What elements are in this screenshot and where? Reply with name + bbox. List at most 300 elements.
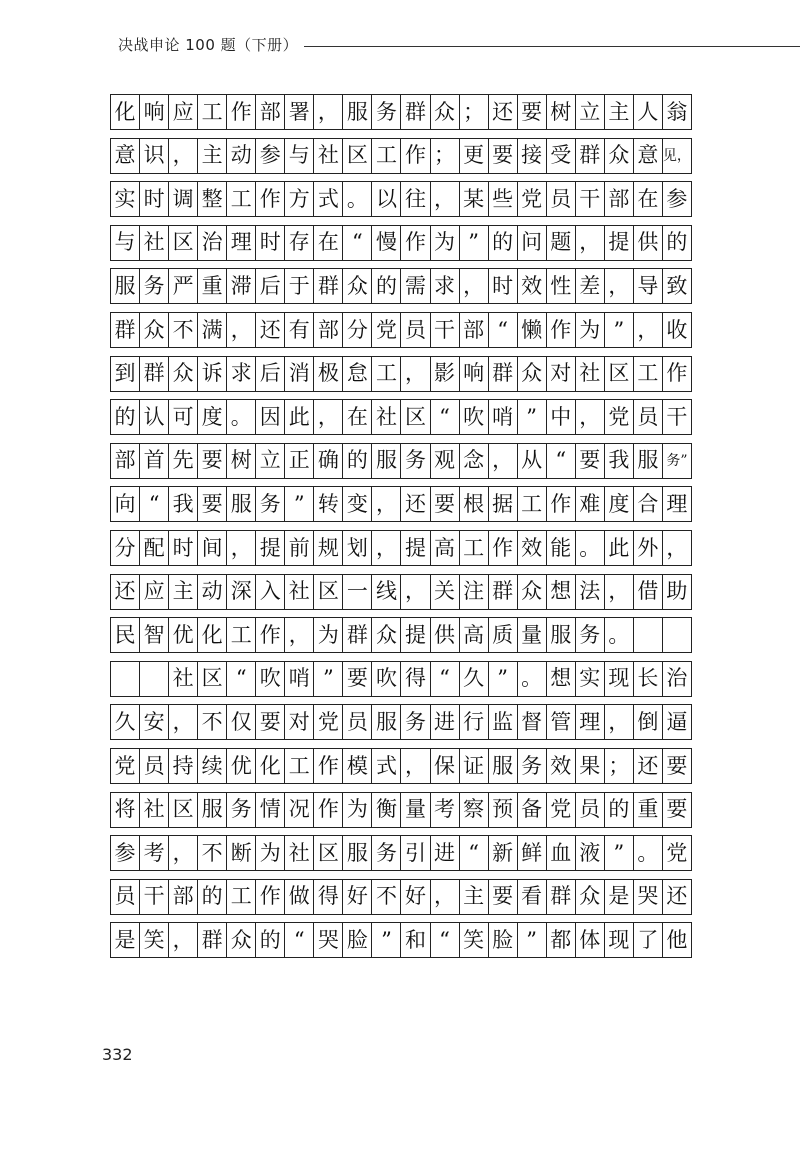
grid-row — [110, 661, 692, 697]
grid-cell: 进 — [431, 705, 460, 739]
grid-cell: 时 — [169, 531, 198, 565]
book-title: 决战申论 100 题（下册） — [118, 36, 299, 54]
grid-cell: 以 — [372, 182, 401, 216]
grid-cell: 是 — [111, 923, 140, 957]
grid-cell: 区 — [401, 400, 430, 434]
grid-cell: 为 — [343, 793, 372, 827]
grid-cell: 引 — [401, 836, 430, 870]
grid-cell: ， — [431, 182, 460, 216]
grid-cell: 主 — [605, 95, 634, 129]
grid-cell: 续 — [198, 749, 227, 783]
grid-cell: “ — [431, 923, 460, 957]
grid-cell: 高 — [460, 618, 489, 652]
grid-cell: 为 — [576, 313, 605, 347]
grid-cell: ； — [431, 139, 460, 173]
grid-cell: ， — [169, 139, 198, 173]
grid-cell: 还 — [111, 575, 140, 609]
grid-cell: 好 — [401, 880, 430, 914]
grid-cell: 考 — [431, 793, 460, 827]
grid-cell: 此 — [285, 400, 314, 434]
grid-cell: 干 — [663, 400, 692, 434]
grid-cell: 将 — [111, 793, 140, 827]
grid-cell: 转 — [314, 487, 343, 521]
grid-cell: 我 — [605, 444, 634, 478]
grid-cell: 液 — [576, 836, 605, 870]
grid-cell: 部 — [314, 313, 343, 347]
grid-cell: 务 — [140, 269, 169, 303]
grid-cell: 见， — [663, 139, 692, 173]
grid-cell: 务 — [372, 95, 401, 129]
grid-cell: 智 — [140, 618, 169, 652]
grid-row — [110, 879, 692, 915]
grid-cell: 因 — [256, 400, 285, 434]
grid-cell: 作 — [663, 357, 692, 391]
grid-cell: 务 — [256, 487, 285, 521]
grid-cell: 党 — [518, 182, 547, 216]
grid-cell: 群 — [547, 880, 576, 914]
grid-cell: ， — [372, 487, 401, 521]
grid-cell: 和 — [401, 923, 430, 957]
grid-cell: 应 — [140, 575, 169, 609]
grid-cell: 干 — [576, 182, 605, 216]
grid-cell: “ — [547, 444, 576, 478]
grid-cell: 调 — [169, 182, 198, 216]
grid-cell: 入 — [256, 575, 285, 609]
grid-cell: 笑 — [140, 923, 169, 957]
grid-cell: 可 — [169, 400, 198, 434]
grid-cell: 要 — [198, 487, 227, 521]
grid-cell: 式 — [372, 749, 401, 783]
grid-cell: ， — [634, 313, 663, 347]
grid-cell: 血 — [547, 836, 576, 870]
grid-cell: 我 — [169, 487, 198, 521]
grid-cell: 证 — [460, 749, 489, 783]
grid-cell: 社 — [140, 793, 169, 827]
grid-cell: 治 — [663, 662, 692, 696]
grid-cell: ” — [518, 923, 547, 957]
grid-cell: 间 — [198, 531, 227, 565]
grid-cell: 服 — [547, 618, 576, 652]
grid-cell: 提 — [401, 618, 430, 652]
grid-cell: 不 — [169, 313, 198, 347]
grid-cell: 持 — [169, 749, 198, 783]
grid-cell: “ — [343, 226, 372, 260]
grid-cell: 工 — [460, 531, 489, 565]
grid-cell: 为 — [314, 618, 343, 652]
grid-cell: 人 — [634, 95, 663, 129]
grid-cell: 群 — [401, 95, 430, 129]
grid-cell: 对 — [285, 705, 314, 739]
grid-cell: 务” — [663, 444, 692, 478]
grid-cell: 都 — [547, 923, 576, 957]
grid-cell: ” — [605, 836, 634, 870]
grid-cell: 更 — [460, 139, 489, 173]
grid-cell: 作 — [256, 618, 285, 652]
grid-cell: 识 — [140, 139, 169, 173]
grid-cell: 在 — [314, 226, 343, 260]
grid-cell: 注 — [460, 575, 489, 609]
grid-row — [110, 399, 692, 435]
grid-cell: 部 — [111, 444, 140, 478]
grid-cell: “ — [489, 313, 518, 347]
grid-cell: 考 — [140, 836, 169, 870]
grid-cell: ， — [576, 226, 605, 260]
grid-cell: ” — [460, 226, 489, 260]
grid-cell: 提 — [256, 531, 285, 565]
grid-cell: 是 — [605, 880, 634, 914]
grid-cell: 树 — [547, 95, 576, 129]
grid-cell: 社 — [372, 400, 401, 434]
grid-cell: 社 — [169, 662, 198, 696]
grid-cell: 参 — [256, 139, 285, 173]
grid-cell: 正 — [285, 444, 314, 478]
grid-cell: 效 — [518, 531, 547, 565]
grid-cell: 众 — [431, 95, 460, 129]
grid-row — [110, 443, 692, 479]
grid-cell: 的 — [663, 226, 692, 260]
grid-cell: 服 — [634, 444, 663, 478]
grid-cell: ， — [605, 269, 634, 303]
grid-cell: 倒 — [634, 705, 663, 739]
grid-cell: 员 — [576, 793, 605, 827]
grid-cell: 怠 — [343, 357, 372, 391]
grid-cell: ， — [227, 313, 256, 347]
grid-cell: 众 — [372, 618, 401, 652]
grid-cell: 效 — [547, 749, 576, 783]
grid-cell: 员 — [111, 880, 140, 914]
grid-cell: 。 — [227, 400, 256, 434]
grid-cell: 区 — [605, 357, 634, 391]
grid-cell: 进 — [431, 836, 460, 870]
grid-cell: 供 — [431, 618, 460, 652]
grid-cell: 题 — [547, 226, 576, 260]
grid-cell: 工 — [227, 880, 256, 914]
grid-cell: 部 — [605, 182, 634, 216]
grid-cell: 求 — [227, 357, 256, 391]
grid-cell: 合 — [634, 487, 663, 521]
grid-cell: 受 — [547, 139, 576, 173]
grid-row — [110, 792, 692, 828]
grid-row — [110, 748, 692, 784]
grid-cell: 群 — [111, 313, 140, 347]
grid-cell: 作 — [489, 531, 518, 565]
grid-cell: 滞 — [227, 269, 256, 303]
grid-cell: 群 — [576, 139, 605, 173]
grid-cell: 在 — [634, 182, 663, 216]
grid-cell: 意 — [634, 139, 663, 173]
grid-row — [110, 530, 692, 566]
grid-cell: 众 — [227, 923, 256, 957]
grid-cell: 区 — [314, 836, 343, 870]
grid-cell: “ — [431, 400, 460, 434]
grid-cell: 度 — [605, 487, 634, 521]
grid-cell: 法 — [576, 575, 605, 609]
grid-cell: ” — [285, 487, 314, 521]
grid-cell: 差 — [576, 269, 605, 303]
grid-cell: 的 — [343, 444, 372, 478]
grid-cell: 致 — [663, 269, 692, 303]
grid-cell: “ — [285, 923, 314, 957]
grid-cell: 与 — [111, 226, 140, 260]
grid-row — [110, 617, 692, 653]
grid-cell: 化 — [198, 618, 227, 652]
grid-cell: 响 — [460, 357, 489, 391]
grid-cell: 此 — [605, 531, 634, 565]
grid-cell: 部 — [256, 95, 285, 129]
grid-cell: 安 — [140, 705, 169, 739]
grid-cell: ， — [605, 705, 634, 739]
grid-cell: ， — [169, 705, 198, 739]
grid-cell: 深 — [227, 575, 256, 609]
grid-cell: 还 — [256, 313, 285, 347]
grid-cell: 现 — [605, 923, 634, 957]
grid-cell: 况 — [285, 793, 314, 827]
grid-cell — [663, 618, 692, 652]
grid-cell: 众 — [343, 269, 372, 303]
grid-cell: 后 — [256, 269, 285, 303]
grid-cell: 时 — [489, 269, 518, 303]
grid-cell: 念 — [460, 444, 489, 478]
grid-cell: 式 — [314, 182, 343, 216]
grid-cell: ” — [489, 662, 518, 696]
grid-cell: 到 — [111, 357, 140, 391]
grid-cell: ， — [489, 444, 518, 478]
grid-cell: 得 — [314, 880, 343, 914]
grid-cell: 久 — [460, 662, 489, 696]
grid-cell: 根 — [460, 487, 489, 521]
grid-cell: 哨 — [285, 662, 314, 696]
grid-cell: 对 — [547, 357, 576, 391]
grid-cell: 情 — [256, 793, 285, 827]
grid-cell: 参 — [111, 836, 140, 870]
grid-cell: 有 — [285, 313, 314, 347]
grid-cell: 作 — [401, 139, 430, 173]
grid-cell: 理 — [663, 487, 692, 521]
grid-cell: ， — [460, 269, 489, 303]
grid-row — [110, 835, 692, 871]
grid-cell: 体 — [576, 923, 605, 957]
grid-cell: 规 — [314, 531, 343, 565]
grid-cell: 诉 — [198, 357, 227, 391]
grid-cell: 首 — [140, 444, 169, 478]
grid-cell: ” — [518, 400, 547, 434]
grid-cell: 的 — [198, 880, 227, 914]
grid-cell: ， — [314, 95, 343, 129]
grid-cell: 动 — [198, 575, 227, 609]
grid-cell: 新 — [489, 836, 518, 870]
grid-cell: 方 — [285, 182, 314, 216]
grid-cell: “ — [140, 487, 169, 521]
grid-cell: 提 — [401, 531, 430, 565]
grid-row — [110, 94, 692, 130]
grid-cell: 作 — [256, 182, 285, 216]
grid-cell: 众 — [518, 575, 547, 609]
grid-cell: 要 — [663, 749, 692, 783]
grid-cell: 主 — [198, 139, 227, 173]
grid-cell: ” — [314, 662, 343, 696]
grid-cell: 意 — [111, 139, 140, 173]
grid-cell: ； — [605, 749, 634, 783]
grid-cell: 一 — [343, 575, 372, 609]
grid-row — [110, 268, 692, 304]
grid-cell: 众 — [140, 313, 169, 347]
grid-cell: 能 — [547, 531, 576, 565]
grid-cell: 员 — [547, 182, 576, 216]
grid-cell: 服 — [227, 487, 256, 521]
grid-cell: 党 — [372, 313, 401, 347]
grid-cell: 哭 — [634, 880, 663, 914]
grid-cell: 在 — [343, 400, 372, 434]
grid-cell: 群 — [140, 357, 169, 391]
grid-cell — [634, 618, 663, 652]
grid-cell: 哭 — [314, 923, 343, 957]
grid-cell: 认 — [140, 400, 169, 434]
grid-cell: 笑 — [460, 923, 489, 957]
grid-cell: 务 — [401, 705, 430, 739]
grid-cell: 鲜 — [518, 836, 547, 870]
grid-cell: 还 — [634, 749, 663, 783]
grid-cell: ” — [605, 313, 634, 347]
grid-cell: 主 — [460, 880, 489, 914]
grid-cell: 众 — [576, 880, 605, 914]
grid-cell: 借 — [634, 575, 663, 609]
grid-row — [110, 356, 692, 392]
grid-row — [110, 312, 692, 348]
grid-cell: 做 — [285, 880, 314, 914]
grid-cell: 区 — [343, 139, 372, 173]
grid-cell: 。 — [634, 836, 663, 870]
grid-cell: 服 — [111, 269, 140, 303]
grid-cell: 助 — [663, 575, 692, 609]
grid-cell: 要 — [256, 705, 285, 739]
grid-cell: ； — [460, 95, 489, 129]
grid-cell: 要 — [489, 880, 518, 914]
grid-cell: 实 — [576, 662, 605, 696]
grid-cell: ， — [372, 531, 401, 565]
grid-cell: 性 — [547, 269, 576, 303]
grid-cell: 务 — [401, 444, 430, 478]
grid-cell: ， — [663, 531, 692, 565]
grid-cell: 想 — [547, 575, 576, 609]
grid-cell: 吹 — [256, 662, 285, 696]
grid-cell: 需 — [401, 269, 430, 303]
grid-cell: 部 — [169, 880, 198, 914]
grid-cell: 仅 — [227, 705, 256, 739]
grid-cell: 长 — [634, 662, 663, 696]
grid-cell: 区 — [169, 226, 198, 260]
grid-cell: 理 — [227, 226, 256, 260]
grid-cell: 度 — [198, 400, 227, 434]
grid-cell: 久 — [111, 705, 140, 739]
grid-cell: 模 — [343, 749, 372, 783]
grid-cell: 工 — [518, 487, 547, 521]
grid-cell: 的 — [256, 923, 285, 957]
grid-cell: 重 — [198, 269, 227, 303]
grid-row — [110, 225, 692, 261]
grid-cell: 预 — [489, 793, 518, 827]
grid-cell: 效 — [518, 269, 547, 303]
grid-cell: “ — [460, 836, 489, 870]
grid-cell: 群 — [198, 923, 227, 957]
grid-cell: “ — [227, 662, 256, 696]
grid-cell: 往 — [401, 182, 430, 216]
grid-cell: ， — [576, 400, 605, 434]
grid-cell: 作 — [314, 749, 343, 783]
grid-cell: 主 — [169, 575, 198, 609]
grid-cell: 导 — [634, 269, 663, 303]
grid-cell: 员 — [343, 705, 372, 739]
grid-cell: 服 — [372, 705, 401, 739]
grid-cell: 不 — [198, 705, 227, 739]
grid-cell: 划 — [343, 531, 372, 565]
grid-cell: 服 — [372, 444, 401, 478]
grid-cell: ， — [605, 575, 634, 609]
grid-cell: 众 — [169, 357, 198, 391]
grid-cell: 懒 — [518, 313, 547, 347]
grid-cell: 务 — [576, 618, 605, 652]
grid-cell: 服 — [198, 793, 227, 827]
grid-cell: 的 — [489, 226, 518, 260]
grid-cell: 满 — [198, 313, 227, 347]
grid-cell: 保 — [431, 749, 460, 783]
grid-cell: 为 — [256, 836, 285, 870]
grid-cell: 的 — [372, 269, 401, 303]
grid-cell: 。 — [518, 662, 547, 696]
grid-cell — [111, 662, 140, 696]
grid-cell: 看 — [518, 880, 547, 914]
grid-cell: 他 — [663, 923, 692, 957]
grid-cell: 响 — [140, 95, 169, 129]
grid-cell: 服 — [343, 95, 372, 129]
grid-cell: 作 — [401, 226, 430, 260]
grid-cell: 前 — [285, 531, 314, 565]
grid-cell: 。 — [605, 618, 634, 652]
grid-cell: 民 — [111, 618, 140, 652]
grid-cell: 还 — [401, 487, 430, 521]
grid-cell: 工 — [285, 749, 314, 783]
grid-cell: 立 — [576, 95, 605, 129]
running-header — [118, 30, 718, 60]
grid-cell: 督 — [518, 705, 547, 739]
grid-cell: “ — [431, 662, 460, 696]
grid-cell: 要 — [518, 95, 547, 129]
grid-cell: 逼 — [663, 705, 692, 739]
grid-cell: 区 — [198, 662, 227, 696]
grid-cell: 监 — [489, 705, 518, 739]
grid-cell: 好 — [343, 880, 372, 914]
grid-cell: 还 — [489, 95, 518, 129]
grid-cell: 向 — [111, 487, 140, 521]
grid-cell: 优 — [227, 749, 256, 783]
grid-cell: ， — [401, 749, 430, 783]
grid-cell: 化 — [256, 749, 285, 783]
grid-cell: 立 — [256, 444, 285, 478]
grid-cell: 质 — [489, 618, 518, 652]
grid-cell: 某 — [460, 182, 489, 216]
grid-cell: 分 — [343, 313, 372, 347]
grid-cell: 应 — [169, 95, 198, 129]
grid-cell: 社 — [285, 836, 314, 870]
grid-cell: 部 — [460, 313, 489, 347]
page-number: 332 — [102, 1045, 133, 1064]
grid-cell: 量 — [401, 793, 430, 827]
grid-cell: 工 — [227, 182, 256, 216]
grid-cell: 量 — [518, 618, 547, 652]
grid-cell: ” — [372, 923, 401, 957]
grid-cell: 干 — [140, 880, 169, 914]
grid-cell: 群 — [343, 618, 372, 652]
grid-cell: 管 — [547, 705, 576, 739]
